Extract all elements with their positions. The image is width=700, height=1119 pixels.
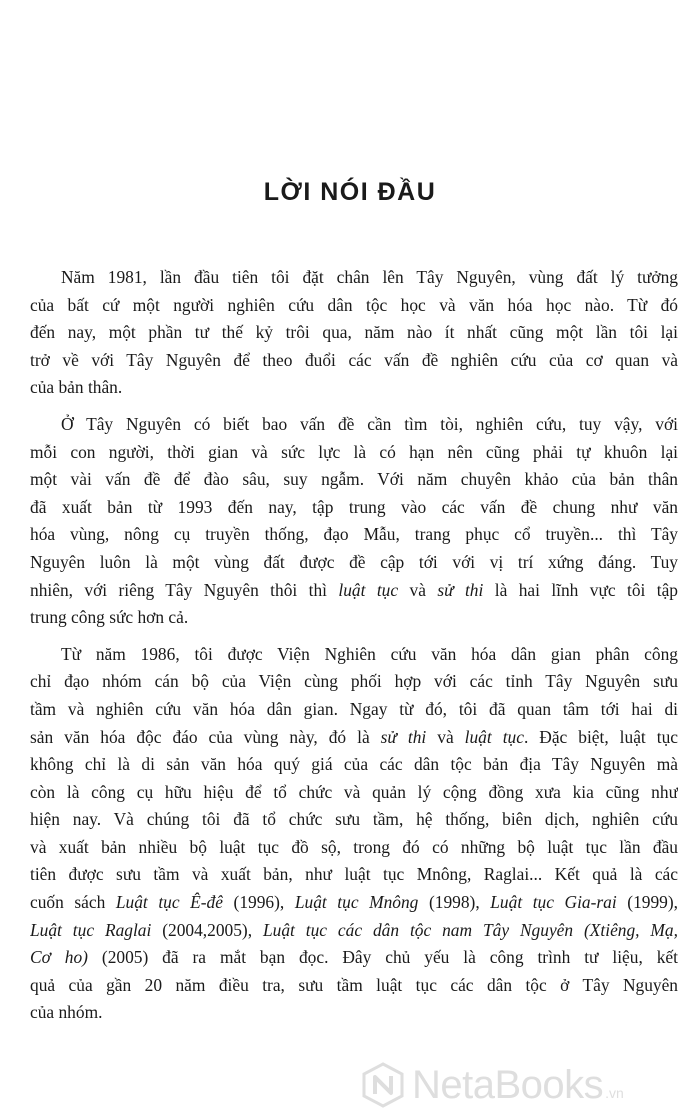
text-line: Năm 1981, lần đầu tiên tôi đặt chân lên Tây Nguyên, vùng đất lý tưởng	[61, 267, 678, 287]
text-line: trung công sức hơn cả.	[30, 607, 189, 628]
text-line: của bản thân.	[30, 377, 123, 398]
text-line	[30, 577, 678, 605]
text-line: Từ năm 1986, tôi được Viện Nghiên cứu văn hóa dân gian phân công	[61, 643, 678, 664]
italic-term: sử thi	[380, 726, 427, 747]
text-line: đến nay, một phần tư thế kỷ trôi qua, năm nào ít nhất cũng một lần tôi lại	[30, 322, 678, 343]
text-line	[30, 724, 678, 752]
text-span: (1998),	[428, 892, 480, 913]
text-line: và xuất bản nhiều bộ luật tục đồ sộ, trong đó có những bộ luật tục lần đầu	[30, 836, 678, 857]
text-span: sản văn hóa độc đáo của vùng này, đó là	[30, 726, 370, 747]
text-line: còn là công cụ hữu hiệu để tổ chức và quản lý cộng đồng xưa kia cũng như	[30, 781, 678, 802]
text-line: không chỉ là di sản văn hóa quý giá của các dân tộc bản địa Tây Nguyên mà	[30, 754, 678, 775]
watermark	[360, 1060, 690, 1110]
text-line: tầm và nghiên cứu văn hóa dân gian. Ngay từ đó, tôi đã quan tâm tới hai di	[30, 698, 678, 719]
text-span: (2004,2005),	[162, 919, 253, 940]
text-line: của bất cứ một người nghiên cứu dân tộc học và văn hóa học nào. Từ đó	[30, 294, 678, 315]
text-span: nhiên, với riêng Tây Nguyên thôi thì	[30, 579, 327, 600]
italic-term: Cơ ho)	[30, 947, 88, 968]
text-span: là hai lĩnh vực tôi tập	[494, 579, 678, 600]
italic-term: luật tục	[338, 579, 399, 600]
text-line: quả của gần 20 năm điều tra, sưu tầm luật tục các dân tộc ở Tây Nguyên	[30, 974, 678, 995]
text-line: một vài vấn đề để đào sâu, suy ngẫm. Với năm chuyên khảo của bản thân	[30, 469, 678, 490]
watermark-domain: .vn	[605, 1085, 624, 1101]
paragraph-3	[30, 641, 678, 1027]
text-line: hóa vùng, nông cụ truyền thống, đạo Mẫu, trang phục cổ truyền... thì Tây	[30, 524, 678, 545]
text-span: (2005) đã ra mắt bạn đọc. Đây chủ yếu là công trình tư liệu, kết	[101, 947, 678, 968]
text-span: cuốn sách	[30, 892, 106, 913]
paragraph-1	[30, 264, 678, 402]
italic-term: Luật tục Ê-đê	[115, 892, 223, 913]
text-line	[30, 917, 678, 945]
text-line: mỗi con người, thời gian và sức lực là có hạn nên cũng phải tự khuôn lại	[30, 441, 678, 462]
italic-term: Luật tục Mnông	[294, 892, 419, 913]
text-line	[30, 944, 678, 972]
text-span: (1996),	[233, 892, 285, 913]
text-line: đã xuất bản từ 1993 đến nay, tập trung vào các vấn đề chung như văn	[30, 496, 678, 517]
text-span: và	[409, 579, 426, 600]
text-line: tiên được sưu tầm và xuất bản, như luật tục Mnông, Raglai... Kết quả là các	[30, 864, 678, 885]
italic-term: Luật tục các dân tộc nam Tây Nguyên (Xtiêng, Mạ,	[262, 919, 678, 940]
italic-term: sử thi	[437, 579, 484, 600]
text-span: . Đặc biệt, luật tục	[523, 726, 678, 747]
text-line: của nhóm.	[30, 1002, 103, 1023]
netabooks-logo-icon	[360, 1062, 406, 1108]
text-line: Nguyên luôn là một vùng đất được đề cập tới với vị trí xứng đáng. Tuy	[30, 551, 678, 572]
page-title: LỜI NÓI ĐẦU	[263, 178, 437, 206]
text-line: trở về với Tây Nguyên để theo đuổi các vấn đề nghiên cứu của cơ quan và	[30, 349, 678, 370]
italic-term: luật tục	[464, 726, 524, 747]
text-line: chỉ đạo nhóm cán bộ của Viện cùng phối hợp với các tỉnh Tây Nguyên sưu	[30, 671, 678, 692]
text-span: (1999),	[627, 892, 678, 913]
italic-term: Luật tục Gia-rai	[490, 892, 617, 913]
watermark-brand: NetaBooks	[412, 1062, 604, 1107]
paragraph-2	[30, 411, 678, 632]
body-text	[30, 264, 678, 1027]
text-line	[30, 889, 678, 917]
text-line: Ở Tây Nguyên có biết bao vấn đề cần tìm tòi, nghiên cứu, tuy vậy, với	[61, 413, 678, 434]
italic-term: Luật tục Raglai	[30, 919, 152, 940]
text-span: và	[437, 726, 454, 747]
text-line: hiện nay. Và chúng tôi đã tổ chức sưu tầm, hệ thống, biên dịch, nghiên cứu	[30, 809, 678, 830]
